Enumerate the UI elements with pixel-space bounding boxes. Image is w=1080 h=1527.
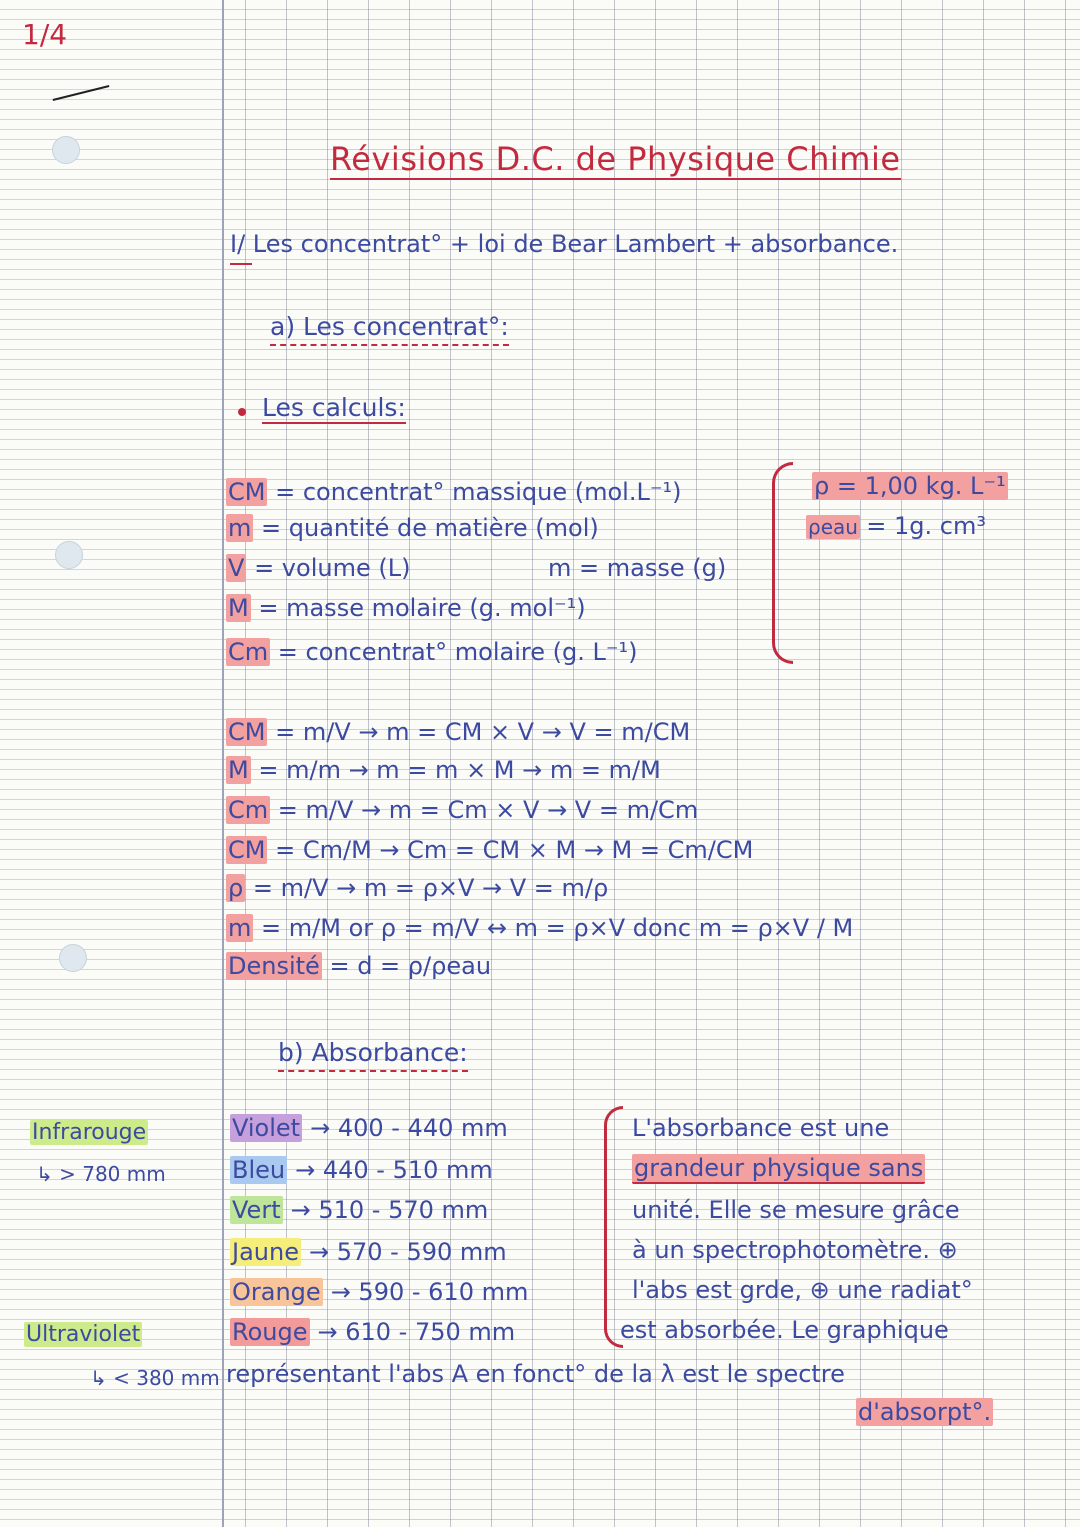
red-bracket	[604, 1106, 623, 1348]
color-range: → 440 - 510 mm	[295, 1156, 493, 1184]
color-range: → 590 - 610 mm	[330, 1278, 529, 1306]
infrarouge-label	[30, 1120, 148, 1145]
symbol: ρ	[228, 874, 244, 902]
color-name: Rouge	[232, 1318, 308, 1346]
formula-text: = m/V → m = Cm × V → V = m/Cm	[277, 796, 699, 824]
color-name: Vert	[232, 1196, 281, 1224]
color-row	[230, 1318, 515, 1346]
color-range: → 400 - 440 mm	[310, 1114, 508, 1142]
subsection-b-label: b) Absorbance:	[278, 1038, 468, 1072]
ultraviolet-label	[24, 1322, 142, 1347]
infrarouge-range: ↳ > 780 mm	[36, 1162, 166, 1186]
infrarouge-text: Infrarouge	[32, 1120, 147, 1145]
calculs-label: Les calculs:	[262, 393, 406, 422]
section-underline	[230, 263, 252, 265]
def-cmm	[226, 638, 638, 666]
formula-text: = m/V → m = ρ×V → V = m/ρ	[252, 874, 609, 902]
subsection-a-label: a) Les concentrat°:	[270, 312, 509, 346]
color-row	[230, 1238, 507, 1266]
ultraviolet-range: ↳ < 380 mm	[90, 1366, 220, 1390]
color-row	[230, 1278, 528, 1306]
formula-text: = m/m → m = m × M → m = m/M	[258, 756, 661, 784]
abs-line-5: l'abs est grde, ⊕ une radiat°	[632, 1276, 973, 1304]
abs-line-8-text: d'absorpt°.	[858, 1398, 992, 1426]
color-name: Violet	[232, 1114, 301, 1142]
section-1-heading	[230, 230, 898, 258]
rho-eau-value	[806, 512, 986, 540]
abs-line-8	[856, 1398, 993, 1426]
punch-hole	[55, 541, 83, 569]
rho-value	[812, 472, 1008, 500]
formula-2	[226, 756, 661, 784]
symbol: Densité	[228, 952, 320, 980]
abs-line-4: à un spectrophotomètre. ⊕	[632, 1236, 958, 1264]
symbol: CM	[228, 836, 266, 864]
symbol: m	[228, 514, 252, 542]
abs-line-7: représentant l'abs A en fonct° de la λ est le spectre	[226, 1360, 845, 1388]
formula-5	[226, 874, 608, 902]
symbol: V	[228, 554, 245, 582]
red-bracket	[772, 462, 793, 664]
symbol: CM	[228, 478, 266, 506]
symbol: Cm	[228, 796, 269, 824]
def-v	[226, 554, 410, 582]
punch-hole	[52, 136, 80, 164]
color-range: → 610 - 750 mm	[317, 1318, 516, 1346]
formula-4	[226, 836, 753, 864]
subsection-b	[278, 1038, 468, 1067]
page-number: 1/4	[22, 18, 68, 51]
color-range: → 570 - 590 mm	[308, 1238, 507, 1266]
abs-line-2	[632, 1154, 925, 1182]
color-name: Orange	[232, 1278, 321, 1306]
color-row	[230, 1156, 493, 1184]
punch-hole	[59, 944, 87, 972]
def-text: = concentrat° massique (mol.L⁻¹)	[275, 478, 682, 506]
formula-1	[226, 718, 690, 746]
def-m	[226, 514, 599, 542]
def-text: = quantité de matière (mol)	[261, 514, 599, 542]
rho-eau-symbol: ρeau	[808, 515, 858, 539]
color-row	[230, 1196, 488, 1224]
def-text: = volume (L)	[254, 554, 411, 582]
formula-text: = m/M or ρ = m/V ↔ m = ρ×V donc m = ρ×V / M	[261, 914, 854, 942]
calculs-heading	[262, 393, 406, 422]
formula-3	[226, 796, 698, 824]
rho-text: ρ = 1,00 kg. L⁻¹	[814, 472, 1006, 500]
ultraviolet-text: Ultraviolet	[26, 1322, 141, 1347]
color-row	[230, 1114, 508, 1142]
abs-line-3: unité. Elle se mesure grâce	[632, 1196, 960, 1224]
margin-line	[222, 0, 224, 1527]
symbol: Cm	[228, 638, 269, 666]
symbol: M	[228, 594, 249, 622]
bullet-icon	[238, 408, 246, 416]
def-M	[226, 594, 586, 622]
abs-line-6: est absorbée. Le graphique	[620, 1316, 949, 1344]
formula-text: = Cm/M → Cm = CM × M → M = Cm/CM	[275, 836, 754, 864]
def-text: = concentrat° molaire (g. L⁻¹)	[277, 638, 638, 666]
formula-6	[226, 914, 853, 942]
color-name: Bleu	[232, 1156, 286, 1184]
abs-line-1: L'absorbance est une	[632, 1114, 890, 1142]
formula-text: = d = ρ/ρeau	[329, 952, 492, 980]
page-title: Révisions D.C. de Physique Chimie	[330, 140, 901, 178]
def-text: = masse molaire (g. mol⁻¹)	[258, 594, 586, 622]
symbol: M	[228, 756, 249, 784]
section-1-text: I/ Les concentrat° + loi de Bear Lambert + absorbance.	[230, 230, 899, 258]
abs-line-2-text: grandeur physique sans	[634, 1154, 924, 1182]
def-cm	[226, 478, 681, 506]
rho-eau-text: = 1g. cm³	[866, 512, 986, 540]
color-name: Jaune	[232, 1238, 299, 1266]
left-margin	[0, 0, 222, 1527]
symbol: m	[228, 914, 252, 942]
subsection-a	[270, 312, 509, 341]
formula-text: = m/V → m = CM × V → V = m/CM	[275, 718, 691, 746]
def-masse: m = masse (g)	[548, 554, 727, 582]
symbol: CM	[228, 718, 266, 746]
color-range: → 510 - 570 mm	[290, 1196, 489, 1224]
formula-7	[226, 952, 491, 980]
